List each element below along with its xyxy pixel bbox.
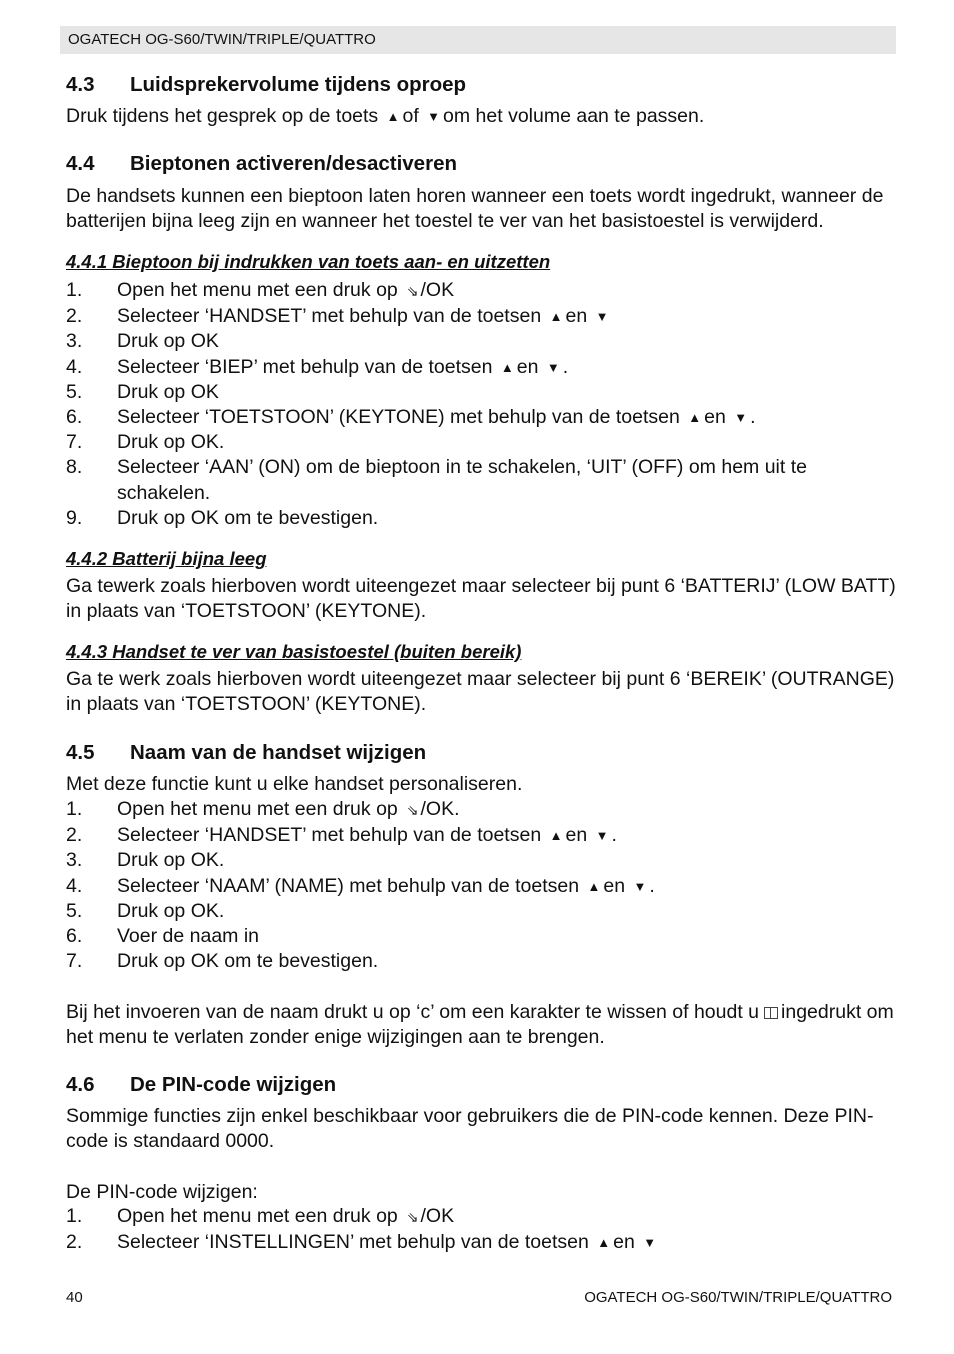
step-text: . bbox=[649, 874, 655, 897]
step-text: en bbox=[613, 1231, 635, 1254]
step-number: 6. bbox=[66, 406, 83, 429]
step-number: 2. bbox=[66, 1231, 83, 1254]
step-text: . bbox=[750, 406, 756, 429]
list-item bbox=[66, 797, 896, 823]
step-text: Druk op OK. bbox=[117, 849, 225, 872]
list-item bbox=[66, 355, 896, 380]
paragraph-beep-intro: De handsets kunnen een bieptoon laten horen wanneer een toets wordt ingedrukt, wanneer de batterijen bijna leeg zijn en wanneer het toestel te ver van het basistoestel is verwijderd. bbox=[66, 185, 884, 232]
section-title: Luidsprekervolume tijdens oproep bbox=[130, 73, 467, 96]
list-item bbox=[66, 899, 896, 924]
step-text: Druk op OK. bbox=[117, 899, 225, 922]
step-number: 3. bbox=[66, 330, 83, 353]
step-text: Druk op OK om te bevestigen. bbox=[117, 950, 379, 973]
step-text: /OK bbox=[420, 1205, 455, 1227]
step-number: 1. bbox=[66, 279, 83, 301]
text: Druk tijdens het gesprek op de toets bbox=[66, 105, 379, 127]
step-text: /OK bbox=[420, 279, 455, 301]
down-arrow-icon: ▼ bbox=[595, 828, 609, 844]
step-text: en bbox=[704, 406, 726, 429]
list-item bbox=[66, 506, 896, 531]
step-number: 1. bbox=[66, 798, 83, 820]
steps-list-4-6 bbox=[66, 1204, 896, 1255]
paragraph-pin-lead: De PIN-code wijzigen: bbox=[66, 1181, 258, 1203]
text: ingedrukt om het menu te verlaten zonder enige wijzigingen aan te brengen. bbox=[66, 1001, 894, 1048]
step-number: 3. bbox=[66, 849, 83, 872]
paragraph-battery: Ga tewerk zoals hierboven wordt uiteengezet maar selecteer bij punt 6 ‘BATTERIJ’ (LOW BATT) in plaats van ‘TOETSTOON’ (KEYTONE). bbox=[66, 575, 896, 622]
text: Bij het invoeren van de naam drukt u op ‘c’ om een karakter te wissen of houdt u bbox=[66, 1001, 760, 1023]
list-item bbox=[66, 380, 896, 405]
subsection-heading-4-4-2: 4.4.2 Batterij bijna leeg bbox=[66, 548, 267, 569]
steps-list-4-4-1 bbox=[66, 278, 896, 531]
list-item bbox=[66, 848, 896, 873]
paragraph-name-intro: Met deze functie kunt u elke handset personaliseren. bbox=[66, 773, 523, 795]
list-item bbox=[66, 924, 896, 949]
step-text: Selecteer ‘HANDSET’ met behulp van de toetsen bbox=[117, 305, 542, 328]
step-number: 2. bbox=[66, 305, 83, 328]
step-text: Voer de naam in bbox=[117, 925, 260, 948]
step-text: Open het menu met een druk op bbox=[117, 798, 398, 820]
phonebook-icon bbox=[764, 1007, 778, 1019]
step-text: Druk op OK om te bevestigen. bbox=[117, 506, 379, 529]
section-number: 4.3 bbox=[66, 73, 95, 96]
step-number: 4. bbox=[66, 874, 83, 897]
list-item bbox=[66, 304, 896, 329]
step-text: . bbox=[611, 824, 617, 847]
step-text: Selecteer ‘BIEP’ met behulp van de toetsen bbox=[117, 355, 493, 378]
paragraph-name-note bbox=[66, 1000, 896, 1050]
step-text: . bbox=[562, 355, 569, 378]
running-footer: OGATECH OG-S60/TWIN/TRIPLE/QUATTRO bbox=[584, 1289, 892, 1306]
paragraph-out-of-range: Ga te werk zoals hierboven wordt uiteengezet maar selecteer bij punt 6 ‘BEREIK’ (OUTRANGE) in plaats van ‘TOETSTOON’ (KEYTONE). bbox=[66, 668, 895, 715]
section-title: Bieptonen activeren/desactiveren bbox=[130, 152, 457, 175]
step-text: Open het menu met een druk op bbox=[117, 279, 398, 301]
step-number: 2. bbox=[66, 824, 83, 847]
step-text: Druk op OK. bbox=[117, 431, 225, 454]
list-item bbox=[66, 430, 896, 455]
subsection-heading-4-4-1: 4.4.1 Bieptoon bij indrukken van toets aan- en uitzetten bbox=[66, 251, 551, 272]
step-text: Druk op OK bbox=[117, 330, 219, 353]
up-arrow-icon: ▲ bbox=[500, 359, 514, 375]
down-arrow-icon: ▼ bbox=[734, 410, 748, 426]
page-number: 40 bbox=[66, 1289, 83, 1306]
text: om het volume aan te passen. bbox=[443, 105, 705, 127]
step-number: 7. bbox=[66, 950, 83, 973]
step-text: en bbox=[603, 874, 626, 897]
up-arrow-icon: ▲ bbox=[688, 410, 702, 426]
down-arrow-icon: ▼ bbox=[427, 109, 441, 124]
list-item bbox=[66, 1230, 896, 1255]
down-arrow-icon: ▼ bbox=[633, 878, 647, 894]
section-number: 4.6 bbox=[66, 1073, 95, 1096]
up-arrow-icon: ▲ bbox=[386, 109, 400, 124]
step-number: 6. bbox=[66, 925, 83, 948]
section-heading-4-6 bbox=[66, 1073, 336, 1097]
step-number: 5. bbox=[66, 899, 83, 922]
list-item bbox=[66, 329, 896, 354]
step-number: 5. bbox=[66, 380, 83, 403]
section-title: Naam van de handset wijzigen bbox=[130, 741, 427, 764]
step-text: Selecteer ‘AAN’ (ON) om de bieptoon in te schakelen, ‘UIT’ (OFF) om hem uit te schakelen. bbox=[117, 456, 807, 504]
section-heading-4-3 bbox=[66, 73, 466, 97]
list-item bbox=[66, 874, 896, 899]
subsection-heading-4-4-3: 4.4.3 Handset te ver van basistoestel (buiten bereik) bbox=[66, 641, 522, 662]
step-text: en bbox=[516, 355, 539, 378]
up-arrow-icon: ▲ bbox=[549, 828, 563, 844]
step-text: Selecteer ‘NAAM’ (NAME) met behulp van de toetsen bbox=[117, 874, 580, 897]
list-item bbox=[66, 823, 896, 848]
up-arrow-icon: ▲ bbox=[549, 309, 563, 325]
paragraph-pin-intro: Sommige functies zijn enkel beschikbaar voor gebruikers die de PIN-code kennen. Deze PIN-code is standaard 0000. bbox=[66, 1105, 874, 1152]
step-text: en bbox=[565, 824, 588, 847]
step-number: 1. bbox=[66, 1205, 83, 1227]
list-item bbox=[66, 278, 896, 304]
down-arrow-icon: ▼ bbox=[546, 359, 560, 375]
paragraph-volume bbox=[66, 104, 896, 129]
down-arrow-icon: ▼ bbox=[595, 309, 609, 325]
step-text: Selecteer ‘HANDSET’ met behulp van de toetsen bbox=[117, 824, 542, 847]
steps-list-4-5 bbox=[66, 797, 896, 974]
step-text: Open het menu met een druk op bbox=[117, 1205, 398, 1227]
menu-icon: ⇘ bbox=[406, 802, 419, 818]
step-number: 4. bbox=[66, 355, 83, 378]
section-number: 4.5 bbox=[66, 741, 95, 764]
step-number: 9. bbox=[66, 506, 83, 529]
step-number: 8. bbox=[66, 456, 83, 479]
section-heading-4-5 bbox=[66, 741, 426, 765]
step-text: /OK. bbox=[420, 798, 460, 820]
step-text: Selecteer ‘INSTELLINGEN’ met behulp van de toetsen bbox=[117, 1231, 589, 1254]
step-number: 7. bbox=[66, 431, 83, 454]
down-arrow-icon: ▼ bbox=[643, 1235, 657, 1251]
list-item bbox=[66, 405, 896, 430]
menu-icon: ⇘ bbox=[406, 283, 419, 299]
step-text: Selecteer ‘TOETSTOON’ (KEYTONE) met behulp van de toetsen bbox=[117, 406, 680, 429]
running-header: OGATECH OG-S60/TWIN/TRIPLE/QUATTRO bbox=[60, 26, 896, 54]
up-arrow-icon: ▲ bbox=[587, 878, 601, 894]
section-title: De PIN-code wijzigen bbox=[130, 1073, 337, 1096]
step-text: en bbox=[565, 305, 588, 328]
text: of bbox=[402, 105, 419, 127]
list-item bbox=[66, 949, 896, 974]
up-arrow-icon: ▲ bbox=[597, 1235, 611, 1251]
section-heading-4-4 bbox=[66, 152, 457, 176]
menu-icon: ⇘ bbox=[406, 1209, 419, 1225]
step-text: Druk op OK bbox=[117, 380, 219, 403]
section-number: 4.4 bbox=[66, 152, 95, 175]
list-item bbox=[66, 455, 896, 505]
list-item bbox=[66, 1204, 896, 1230]
